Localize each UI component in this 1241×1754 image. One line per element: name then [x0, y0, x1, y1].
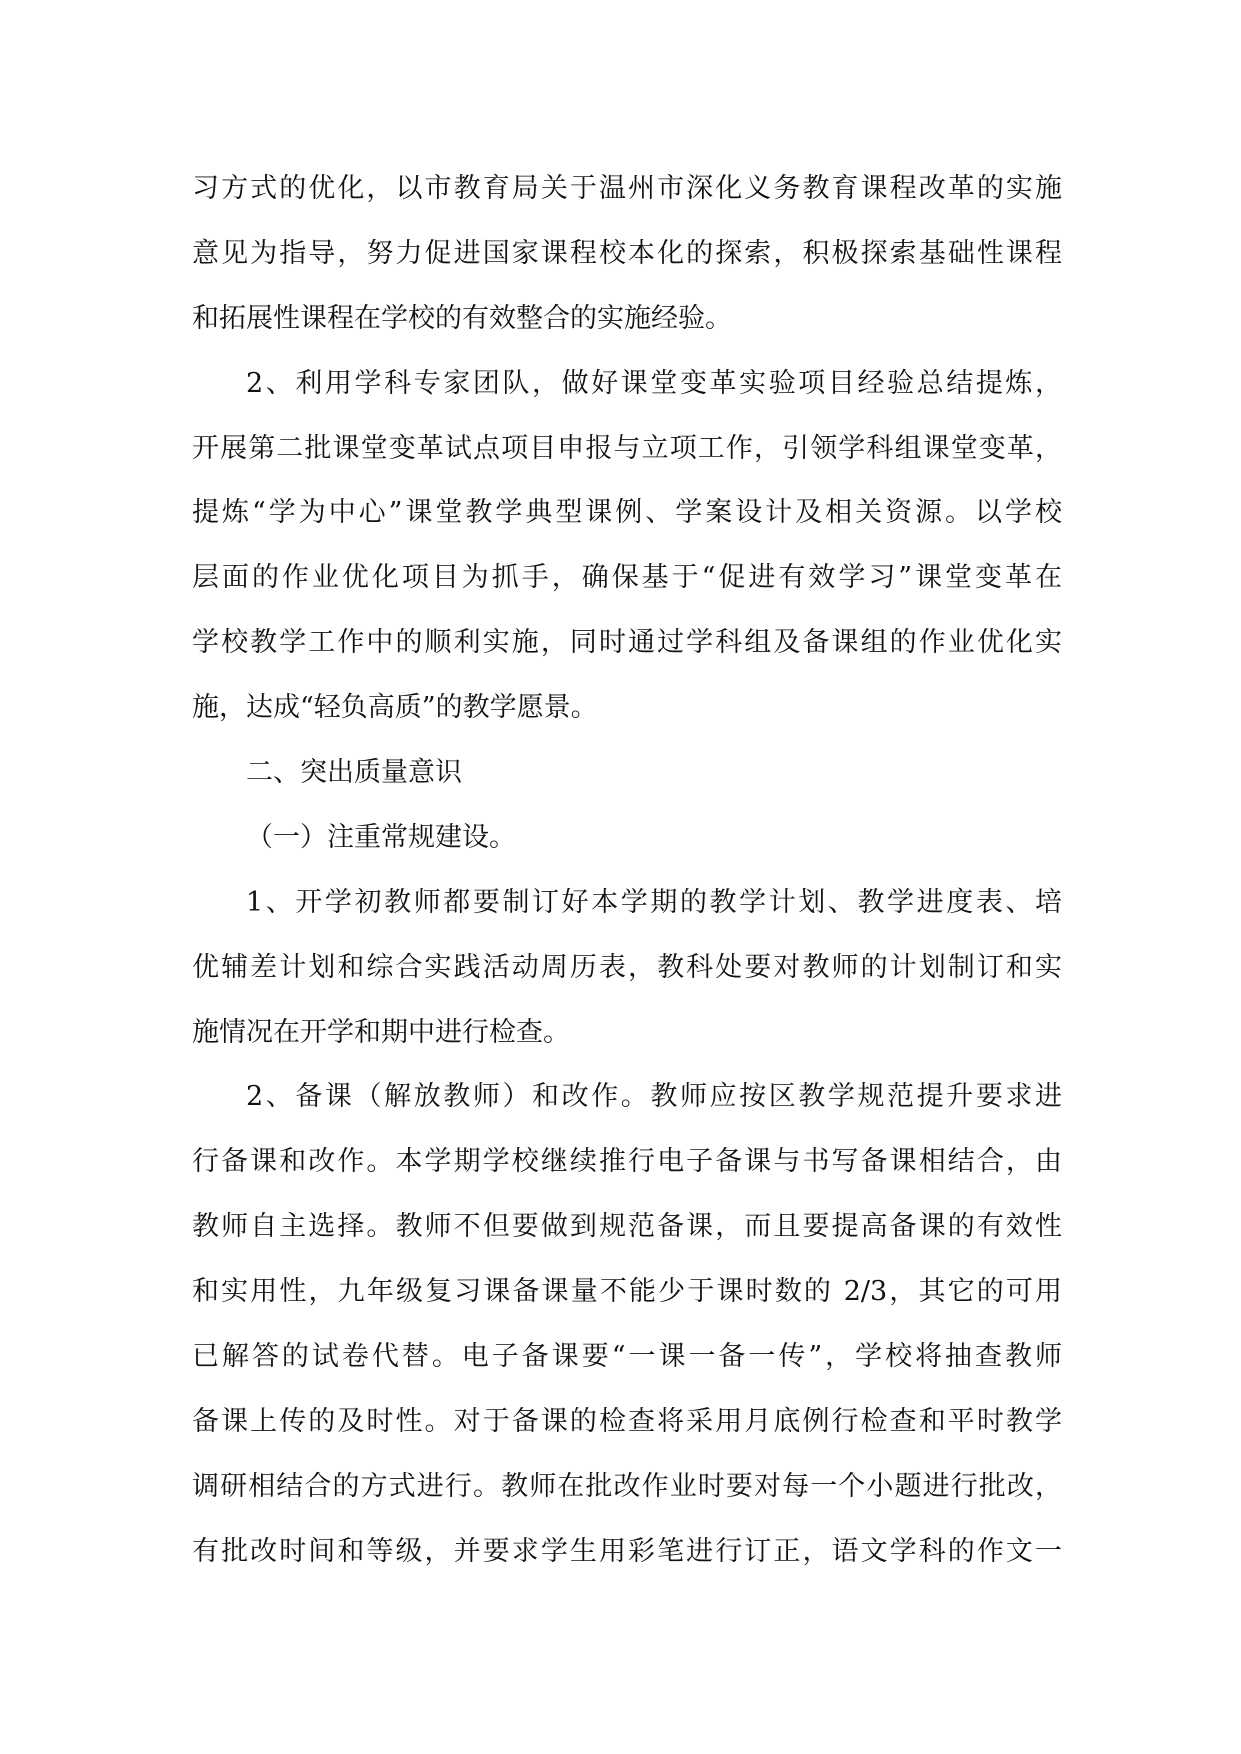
- text-line-17: 教师自主选择。教师不但要做到规范备课，而且要提高备课的有效性: [192, 1211, 1062, 1243]
- text-line-9: 施，达成“轻负高质”的教学愿景。: [192, 692, 598, 724]
- text-line-14: 施情况在开学和期中进行检查。: [192, 1016, 570, 1048]
- text-line-8: 学校教学工作中的顺利实施，同时通过学科组及备课组的作业优化实: [192, 627, 1062, 659]
- text-line-6: 提炼“学为中心”课堂教学典型课例、学案设计及相关资源。以学校: [192, 497, 1062, 529]
- text-line-21: 调研相结合的方式进行。教师在批改作业时要对每一个小题进行批改，: [192, 1470, 1062, 1502]
- text-line-19: 已解答的试卷代替。电子备课要“一课一备一传”，学校将抽查教师: [192, 1341, 1062, 1373]
- text-line-1: 习方式的优化，以市教育局关于温州市深化义务教育课程改革的实施: [192, 173, 1062, 204]
- text-line-22: 有批改时间和等级，并要求学生用彩笔进行订正，语文学科的作文一: [192, 1535, 1062, 1567]
- text-line-7: 层面的作业优化项目为抓手，确保基于“促进有效学习”课堂变革在: [192, 562, 1062, 594]
- text-line-20: 备课上传的及时性。对于备课的检查将采用月底例行检查和平时教学: [192, 1405, 1062, 1437]
- section-heading: 二、突出质量意识: [246, 757, 462, 789]
- text-line-4: 2、利用学科专家团队，做好课堂变革实验项目经验总结提炼，: [246, 367, 1062, 399]
- text-line-2: 意见为指导，努力促进国家课程校本化的探索，积极探索基础性课程: [192, 237, 1062, 269]
- text-line-12: 1、开学初教师都要制订好本学期的教学计划、教学进度表、培: [246, 886, 1062, 918]
- text-line-13: 优辅差计划和综合实践活动周历表，教科处要对教师的计划制订和实: [192, 951, 1062, 983]
- text-line-15: 2、备课（解放教师）和改作。教师应按区教学规范提升要求进: [246, 1081, 1062, 1113]
- text-line-16: 行备课和改作。本学期学校继续推行电子备课与书写备课相结合，由: [192, 1146, 1062, 1178]
- text-line-3: 和拓展性课程在学校的有效整合的实施经验。: [192, 302, 732, 334]
- document-body: [192, 157, 1062, 1585]
- subsection-heading: （一）注重常规建设。: [246, 821, 516, 853]
- text-line-5: 开展第二批课堂变革试点项目申报与立项工作，引领学科组课堂变革，: [192, 432, 1062, 464]
- text-line-18: 和实用性，九年级复习课备课量不能少于课时数的 2/3，其它的可用: [192, 1276, 1062, 1308]
